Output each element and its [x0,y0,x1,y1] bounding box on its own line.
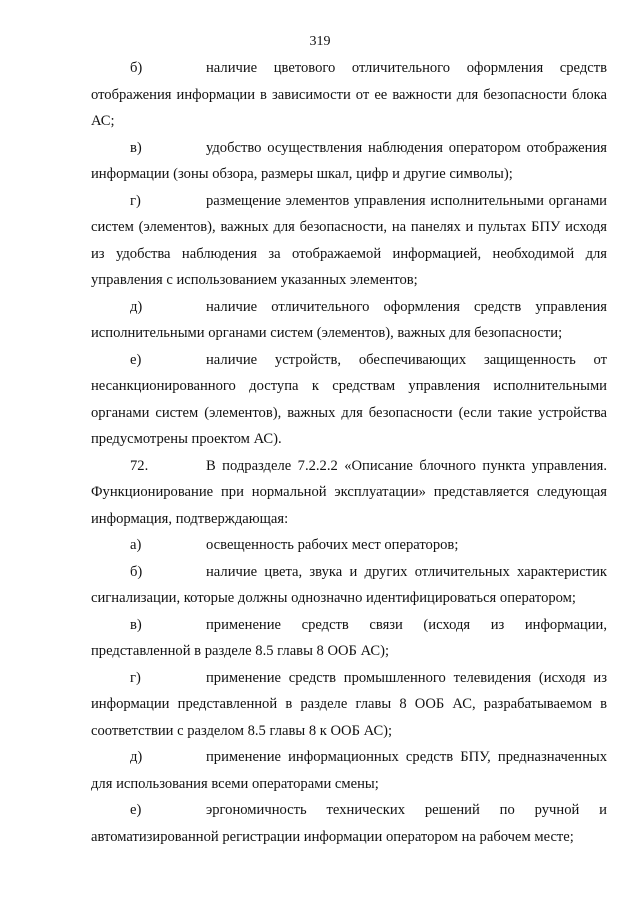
item-marker: а) [130,537,142,553]
paragraph-v [91,135,607,188]
page-number: 319 [309,34,331,49]
paragraph-v2 [91,612,607,665]
item-marker: б) [130,563,143,580]
item-marker: е) [130,351,142,368]
paragraph-e2 [91,797,607,850]
paragraph-text: применение средств связи (исходя из информации, представленной в разделе 8.5 главы 8 ООБ АС); [91,616,607,659]
paragraph-text: наличие цвета, звука и других отличительных характеристик сигнализации, которые должны однозначно идентифицироваться оператором; [91,563,607,606]
item-marker: е) [130,802,142,818]
item-marker: в) [130,616,142,633]
paragraph-d2 [91,744,607,797]
paragraph-a [91,532,607,559]
document-body [91,55,607,850]
paragraph-text: применение средств промышленного телевидения (исходя из информации представленной в разделе главы 8 ООБ АС, разрабатываемом в соответствии с разделом 8.5 главы 8 к ООБ АС); [91,669,607,739]
paragraph-g2 [91,665,607,745]
paragraph-b2 [91,559,607,612]
paragraph-text: наличие устройств, обеспечивающих защищенность от несанкционированного доступа к средствам управления исполнительными органами систем (элементов), важных для безопасности (если такие устройства предусмотрены проектом АС). [91,351,607,447]
item-marker: д) [130,298,143,315]
item-marker: д) [130,749,143,765]
paragraph-text: удобство осуществления наблюдения оператором отображения информации (зоны обзора, размеры шкал, цифр и другие символы); [91,139,607,182]
paragraph-g [91,188,607,294]
paragraph-72 [91,453,607,533]
paragraph-text: эргономичность технических решений по ручной и автоматизированной регистрации информации оператором на рабочем месте; [91,802,607,845]
paragraph-e [91,347,607,453]
paragraph-text: наличие отличительного оформления средств управления исполнительными органами систем (элементов), важных для безопасности; [91,298,607,341]
paragraph-text: освещенность рабочих мест операторов; [206,537,459,553]
paragraph-text: В подразделе 7.2.2.2 «Описание блочного пункта управления. Функционирование при нормальной эксплуатации» представляется следующая информация, подтверждающая: [91,457,607,527]
item-marker: г) [130,192,141,209]
paragraph-text: наличие цветового отличительного оформления средств отображения информации в зависимости от ее важности для безопасности блока АС; [91,60,607,129]
item-marker: в) [130,139,142,156]
item-marker: 72. [130,457,149,474]
item-marker: г) [130,669,141,686]
paragraph-b [91,55,607,135]
paragraph-d [91,294,607,347]
item-marker: б) [130,60,143,76]
paragraph-text: размещение элементов управления исполнительными органами систем (элементов), важных для безопасности, на панелях и пультах БПУ исходя из удобства наблюдения за отображаемой информацией, необходимой для управления с использованием указанных элементов; [91,192,607,288]
paragraph-text: применение информационных средств БПУ, предназначенных для использования всеми операторами смены; [91,749,607,792]
